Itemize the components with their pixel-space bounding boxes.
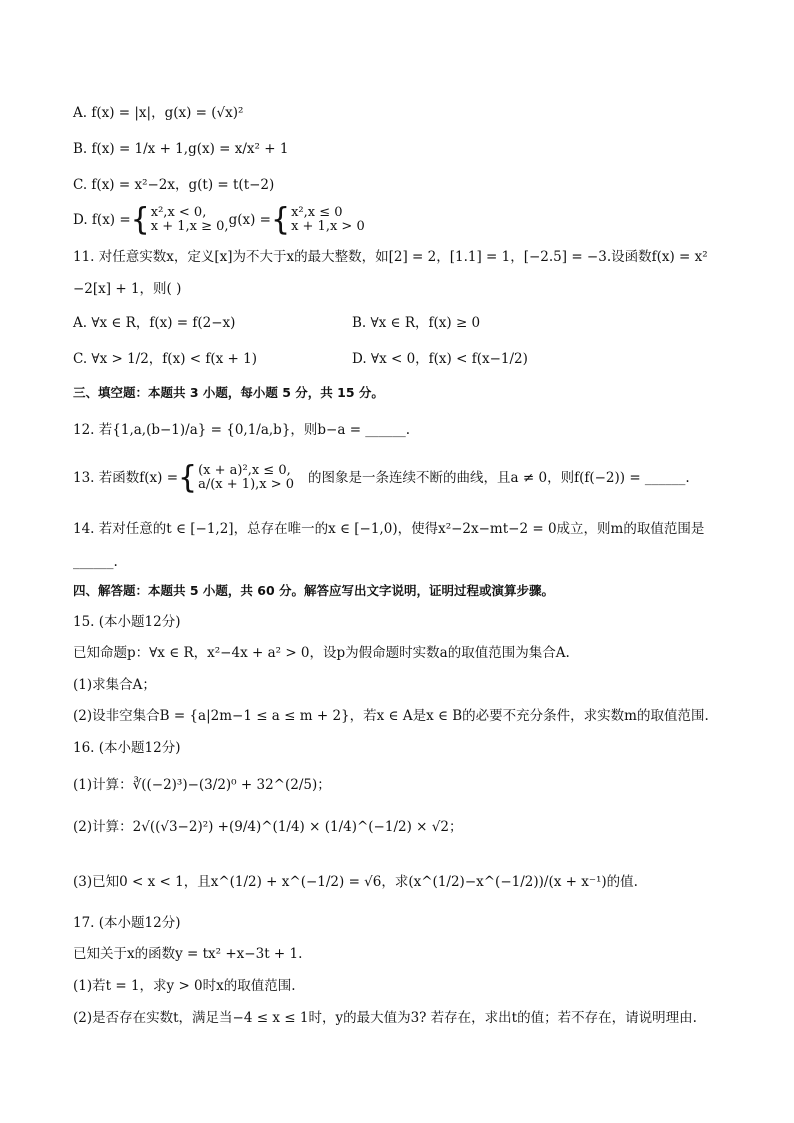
q13-suffix: 的图象是一条连续不断的曲线，且a ≠ 0，则f(f(−2)) = ______. [308,470,690,486]
q15-part-2: (2)设非空集合B = {a|2m−1 ≤ a ≤ m + 2}，若x ∈ A是x ∈ B的必要不充分条件，求实数m的取值范围. [73,708,709,724]
q12: 12. 若{1,a,(b−1)/a} = {0,1/a,b}，则b−a = ______. [73,422,411,438]
section-4-title: 四、解答题：本题共 5 小题，共 60 分。解答应写出文字说明，证明过程或演算步骤。 [73,583,555,598]
q17-part-1: (1)若t = 1，求y > 0时x的取值范围. [73,978,296,994]
piece-g-1: x²,x ≤ 0 [291,205,343,220]
brace-glyph: { [178,459,198,496]
brace-glyph: { [270,201,291,238]
q17-stem: 已知关于x的函数y = tx² +x−3t + 1. [73,946,303,962]
q16-part-2: (2)计算：2√((√3−2)²) +(9/4)^(1/4) × (1/4)^(−1/2) × √2； [73,819,463,835]
q13-piecewise [198,464,294,492]
piece-f-2: x + 1,x ≥ 0, [150,219,229,234]
q16-head: 16. (本小题12分) [73,740,181,756]
q17-head: 17. (本小题12分) [73,915,181,931]
q13-piece-2: a/(x + 1),x > 0 [198,477,295,492]
piece-f-1: x²,x < 0, [150,205,207,220]
q13-prefix: 13. 若函数f(x) = [73,470,179,486]
q13 [73,458,690,498]
option-c: C. f(x) = x²−2x，g(t) = t(t−2) [73,177,275,193]
q11-stem-2: −2[x] + 1，则( ) [73,281,182,297]
section-3-title: 三、填空题：本题共 3 小题，每小题 5 分，共 15 分。 [73,385,384,400]
brace-glyph: { [130,201,150,238]
q11-option-a: A. ∀x ∈ R，f(x) = f(2−x) [73,315,236,331]
option-d-mid: g(x) = [228,212,271,228]
q15-head: 15. (本小题12分) [73,614,181,630]
q14-line-1: 14. 若对任意的t ∈ [−1,2]，总存在唯一的x ∈ [−1,0)，使得x²−2x−mt−2 = 0成立，则m的取值范围是 [73,521,705,537]
q11-option-c: C. ∀x > 1/2，f(x) < f(x + 1) [73,351,257,367]
piecewise-f [151,206,229,234]
option-d [73,203,365,237]
q11-stem-1: 11. 对任意实数x，定义[x]为不大于x的最大整数，如[2] = 2，[1.1] = 1，[−2.5] = −3.设函数f(x) = x² [73,249,708,265]
q11-option-d: D. ∀x < 0，f(x) < f(x−1/2) [352,351,528,367]
piece-g-2: x + 1,x > 0 [291,219,365,234]
option-d-prefix: D. f(x) = [73,212,131,228]
q11-option-b: B. ∀x ∈ R，f(x) ≥ 0 [352,315,481,331]
option-b: B. f(x) = 1/x + 1,g(x) = x/x² + 1 [73,141,289,157]
option-a: A. f(x) = |x|，g(x) = (√x)² [73,105,244,121]
q17-part-2: (2)是否存在实数t，满足当−4 ≤ x ≤ 1时，y的最大值为3? 若存在，求出t的值；若不存在，请说明理由. [73,1010,697,1026]
q16-part-1: (1)计算：∛((−2)³)−(3/2)⁰ + 32^(2/5)； [73,777,331,793]
piecewise-g [291,206,365,234]
q14-line-2: ______. [73,554,118,570]
q13-piece-1: (x + a)²,x ≤ 0, [198,463,291,478]
q15-stem: 已知命题p：∀x ∈ R，x²−4x + a² > 0，设p为假命题时实数a的取值范围为集合A. [73,645,570,661]
q15-part-1: (1)求集合A； [73,677,156,693]
q16-part-3: (3)已知0 < x < 1，且x^(1/2) + x^(−1/2) = √6，求(x^(1/2)−x^(−1/2))/(x + x⁻¹)的值. [73,874,638,890]
